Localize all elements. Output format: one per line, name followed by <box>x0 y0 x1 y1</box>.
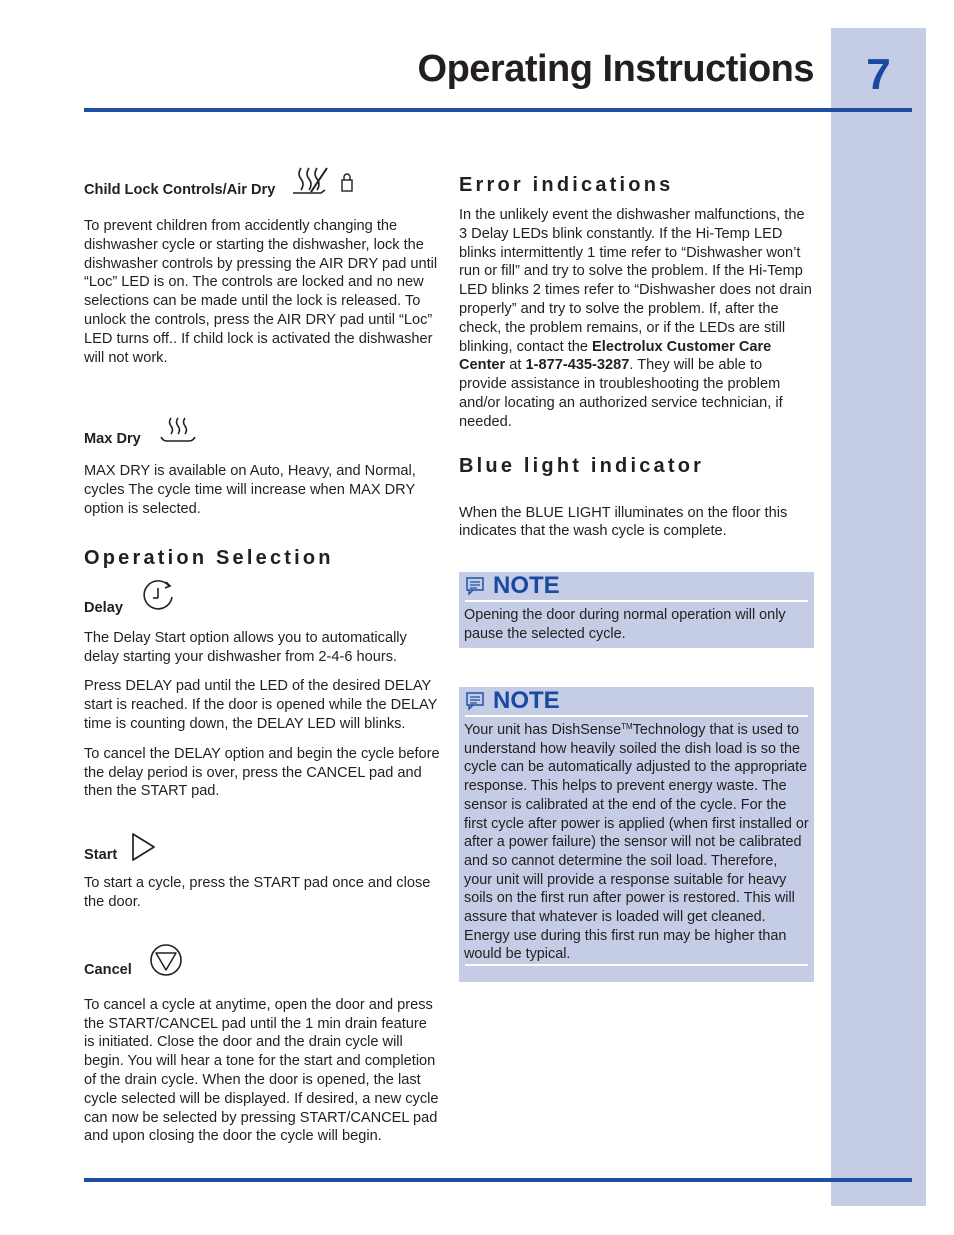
error-indications-body: In the unlikely event the dishwasher malfunctions, the 3 Delay LEDs blink constantly. If the Hi-Temp LED blinks intermittently 1 time refer to “Dishwasher won’t run or fill” and try to solve the problem. If the Hi-Temp LED blinks 2 times refer to “Dishwasher does not drain properly” and try to solve the problem. If, after the check, the problem remains, or if the LEDs are still blinking, contact the Electrolux Customer Care Center at 1-877-435-3287. They will be able to provide assistance in troubleshooting the problem and/or locating an authorized service technician, if needed. <box>459 207 812 430</box>
note-header: NOTE <box>465 572 808 602</box>
blue-light-body: When the BLUE LIGHT illuminates on the floor this indicates that the wash cycle is complete. <box>459 504 788 540</box>
max-dry-body: MAX DRY is available on Auto, Heavy, and Normal, cycles The cycle time will increase when MAX DRY option is selected. <box>84 463 416 517</box>
note-icon <box>465 691 487 711</box>
max-dry-heading: Max Dry <box>84 415 440 447</box>
start-body: To start a cycle, press the START pad once and close the door. <box>84 875 431 910</box>
cancel-stop-icon <box>148 942 184 978</box>
note-icon <box>465 576 487 596</box>
child-lock-body: To prevent children from accidently changing the dishwasher cycle or starting the dishwasher, lock the dishwasher controls by pressing the AIR DRY pad until “Loc” LED is on. The controls are locked and no new selections can be made until the lock is released. To unlock the controls, press the AIR DRY pad until “Loc” LED turns off.. If child lock is activated the dishwasher will not work. <box>84 218 438 366</box>
start-heading: Start <box>84 831 440 863</box>
footer-rule <box>84 1178 912 1182</box>
note-1-body: Opening the door during normal operation will only pause the selected cycle. <box>464 607 786 642</box>
note-box-2 <box>459 687 814 982</box>
right-column <box>459 174 814 541</box>
note-header: NOTE <box>465 687 808 717</box>
delay-body-2: Press DELAY pad until the LED of the desired DELAY start is reached. If the door is opened while the DELAY time is counting down, the DELAY LED will blinks. <box>84 678 438 732</box>
cancel-body: To cancel a cycle at anytime, open the door and press the START/CANCEL pad until the 1 min drain feature is initiated. Close the door and the drain cycle will begin. You will hear a tone for the start and completion of the drain cycle. When the door is opened, the last cycle selected will be displayed. If desired, a new cycle can now be selected by pressing START/CANCEL pad and upon closing the door the cycle will begin. <box>84 996 439 1145</box>
child-lock-air-dry-icon <box>291 164 357 198</box>
max-dry-icon <box>159 415 199 447</box>
error-indications-title: Error indications <box>459 174 674 196</box>
child-lock-heading: Child Lock Controls/Air Dry <box>84 164 440 198</box>
start-play-icon <box>129 831 159 863</box>
cancel-heading: Cancel <box>84 942 440 978</box>
note-box-1 <box>459 572 814 648</box>
operation-selection-title: Operation Selection <box>84 546 334 569</box>
delay-heading: Delay <box>84 578 440 616</box>
delay-clock-icon <box>139 578 177 616</box>
note-bottom-rule <box>465 964 808 966</box>
page-title: Operating Instructions <box>417 48 814 90</box>
blue-light-title: Blue light indicator <box>459 454 705 477</box>
left-column <box>84 160 440 1146</box>
delay-body-1: The Delay Start option allows you to automatically delay starting your dishwasher from 2-4-6 hours. <box>84 629 407 665</box>
header-rule <box>84 108 912 112</box>
note-2-body: Your unit has DishSense™Technology that is used to understand how heavily soiled the dish load is so the cycle can be automatically adjusted to the appropriate response. This helps to prevent energy waste. The sensor is calibrated at the end of the cycle. For the first cycle after power is applied (when first installed or after a power failure) the sensor will not be calibrated and so cannot determine the soil load. Therefore, your unit will provide a response suitable for heavy soils on the first run after power is restored. This will assure that whatever is loaded will get cleaned. Energy use during this first run may be higher than would be typical. <box>464 722 809 963</box>
delay-body-3: To cancel the DELAY option and begin the cycle before the delay period is over, press the CANCEL pad and then the START pad. <box>84 745 440 800</box>
care-center-phone: 1-877-435-3287 <box>525 357 630 374</box>
side-tab <box>831 28 926 1206</box>
page-number: 7 <box>866 50 891 99</box>
